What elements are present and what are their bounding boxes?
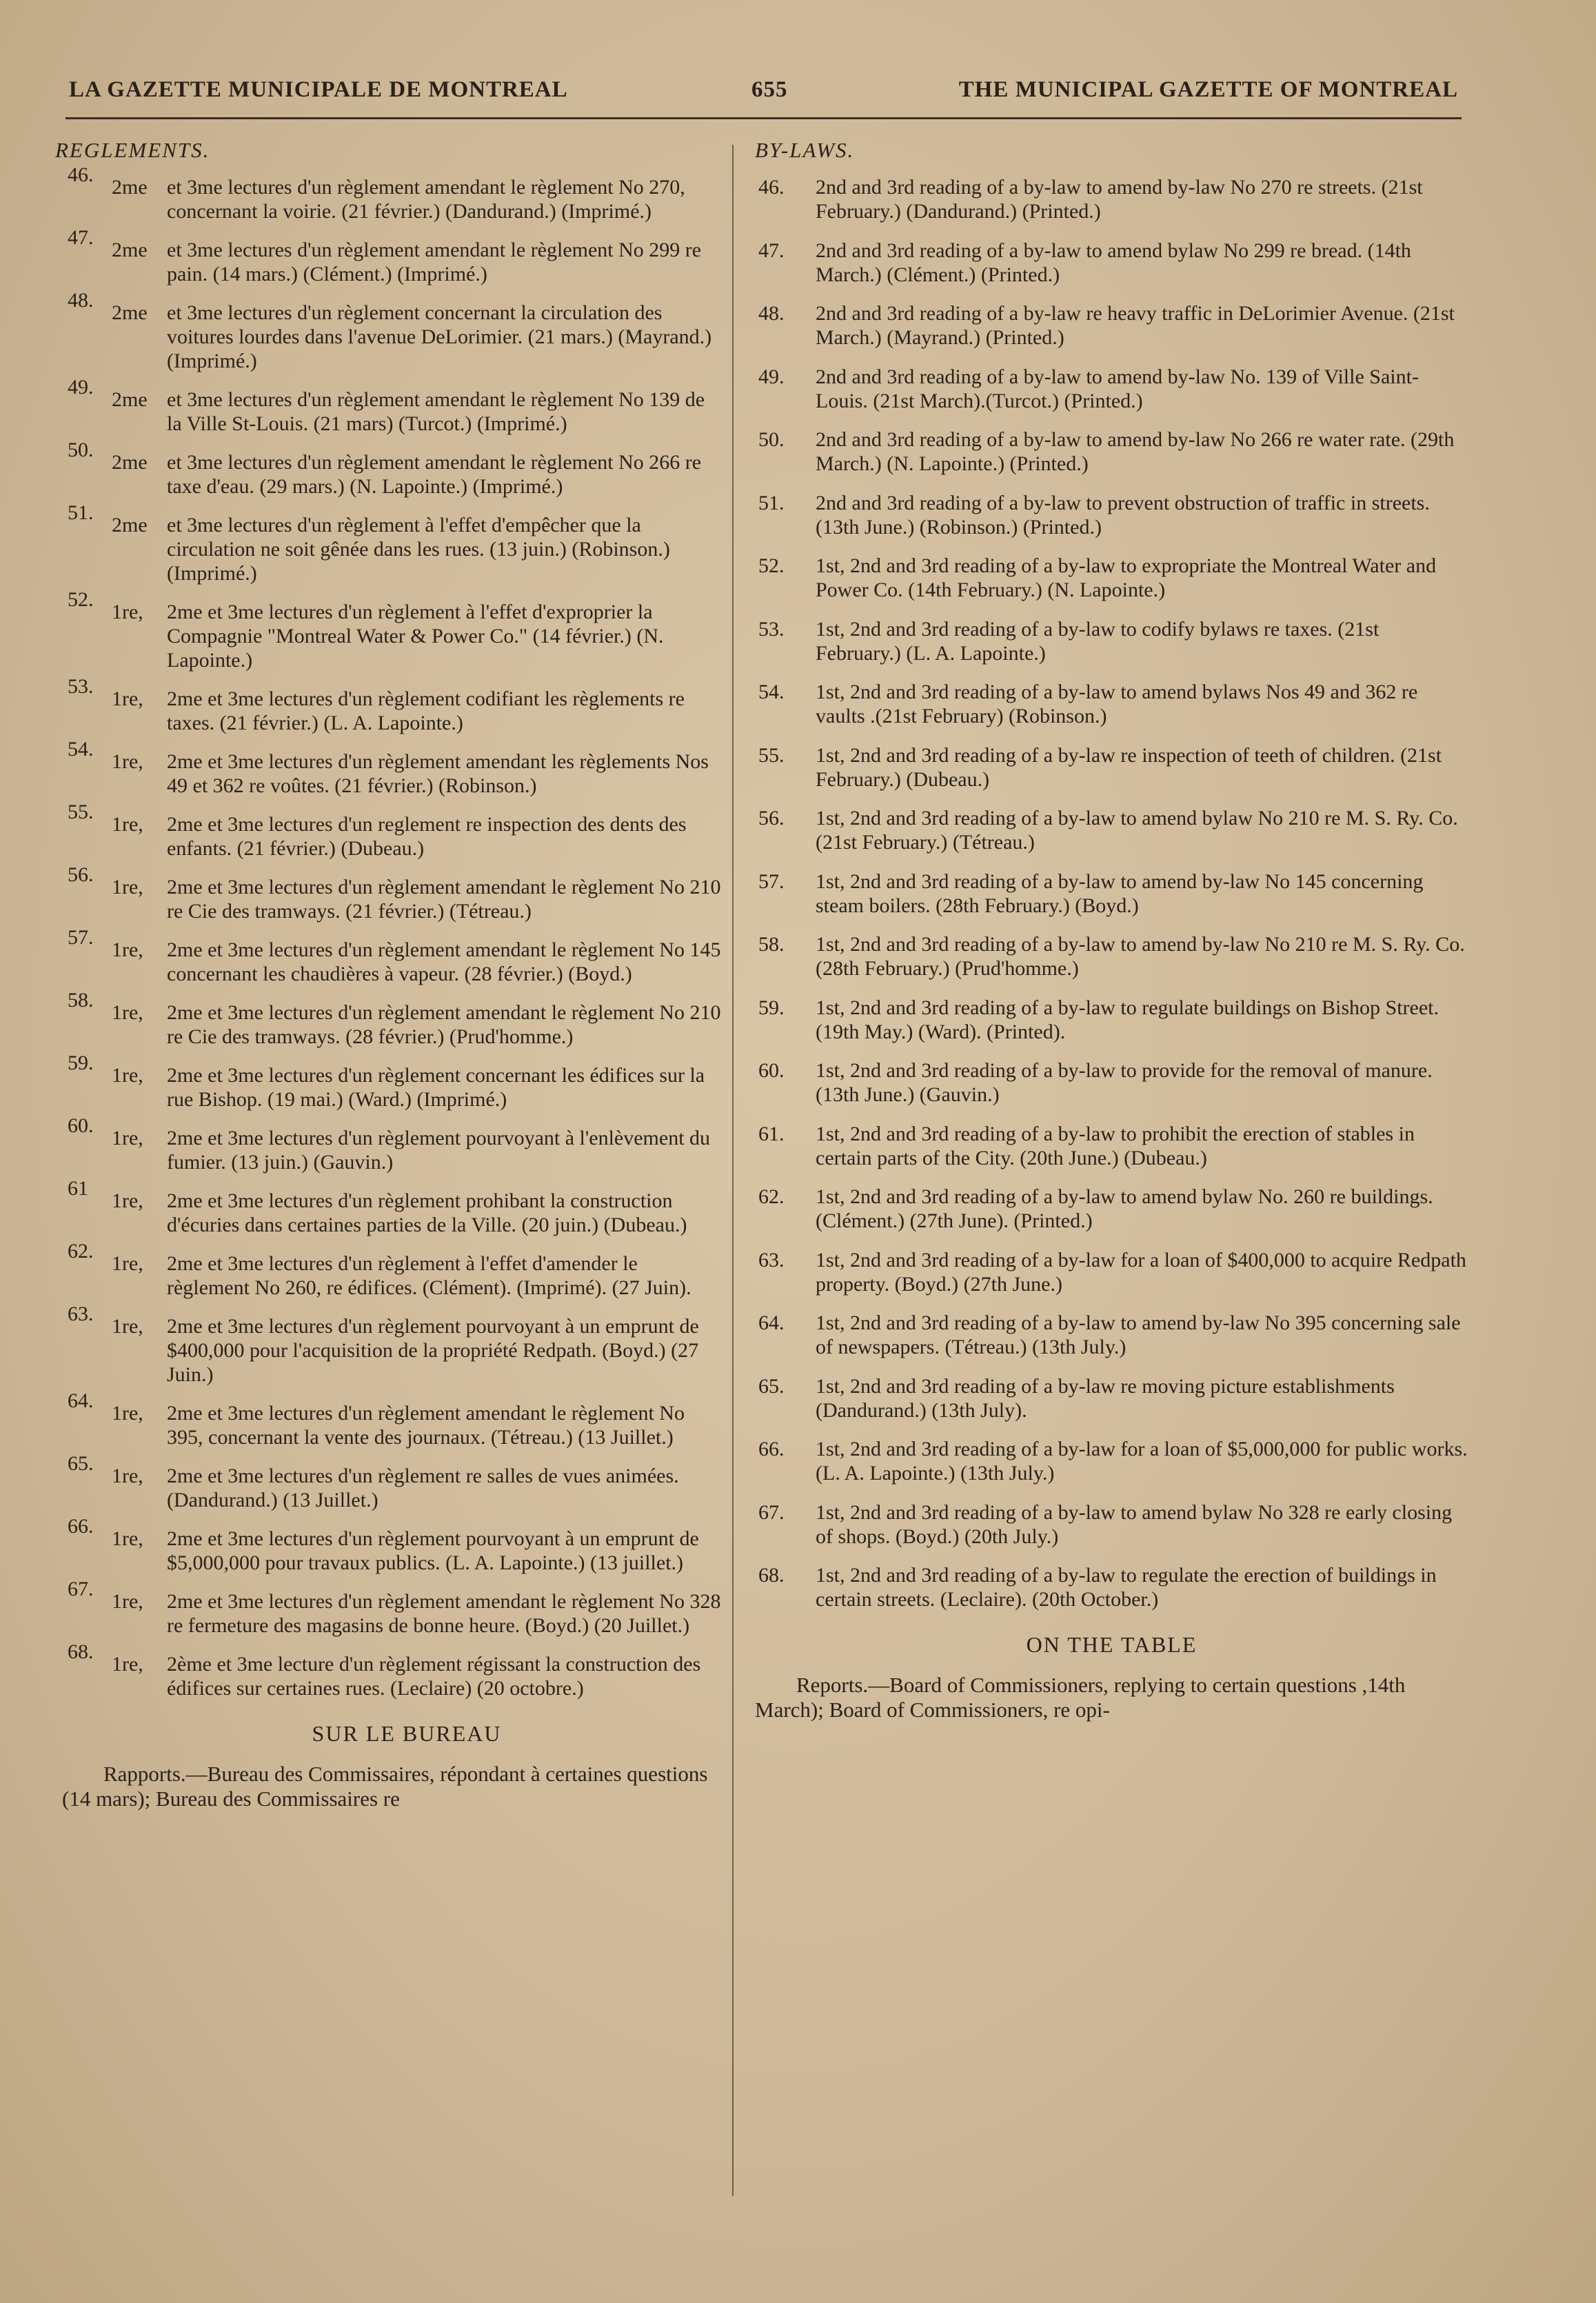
item-number: 58. xyxy=(758,933,785,956)
item-text: 2nd and 3rd reading of a by-law to prevent obstruction of traffic in streets. (13th June.) (Robinson.) (Printed.) xyxy=(816,491,1430,539)
list-item xyxy=(48,501,724,585)
item-text: 1st, 2nd and 3rd reading of a by-law to amend bylaw No. 260 re buildings. (Clément.) (27th June). (Printed.) xyxy=(816,1185,1433,1232)
item-number: 50. xyxy=(68,439,94,461)
item-number: 55. xyxy=(68,801,94,823)
list-item xyxy=(48,1303,724,1387)
list-item xyxy=(755,491,1468,539)
item-number: 67. xyxy=(68,1578,94,1600)
item-text: 1st, 2nd and 3rd reading of a by-law to regulate buildings on Bishop Street. (19th May.) (Ward). (Printed). xyxy=(816,996,1439,1043)
column-divider xyxy=(732,145,734,2196)
french-section-title: REGLEMENTS. xyxy=(55,138,210,162)
item-number: 51. xyxy=(758,491,785,514)
list-item xyxy=(48,1177,724,1237)
list-item xyxy=(755,743,1468,792)
item-text: 1st, 2nd and 3rd reading of a by-law to amend by-law No 145 concerning steam boilers. (28th February.) (Boyd.) xyxy=(816,869,1424,917)
list-item xyxy=(48,1452,724,1512)
item-reading-prefix: 1re, xyxy=(112,1001,143,1024)
item-text: 2me et 3me lectures d'un règlement à l'effet d'amender le règlement No 260, re édifices. (Clément). (Imprimé). (27 Juin). xyxy=(167,1252,691,1299)
item-number: 60. xyxy=(758,1059,785,1082)
list-item xyxy=(48,1578,724,1638)
item-text: 2me et 3me lectures d'un reglement re inspection des dents des enfants. (21 février.) (Dubeau.) xyxy=(167,813,687,860)
item-number: 56. xyxy=(68,863,94,886)
item-number: 62. xyxy=(68,1240,94,1263)
item-reading-prefix: 2me xyxy=(112,388,148,411)
item-number: 61 xyxy=(68,1177,88,1200)
item-number: 63. xyxy=(758,1248,785,1271)
item-number: 67. xyxy=(758,1500,785,1524)
item-text: et 3me lectures d'un règlement à l'effet d'empêcher que la circulation ne soit gênée dans les rues. (13 juin.) (Robinson.) (Imprimé.) xyxy=(167,514,670,585)
list-item xyxy=(48,439,724,499)
english-bylaw-list xyxy=(755,175,1468,1611)
list-item xyxy=(48,675,724,735)
item-text: 2nd and 3rd reading of a by-law re heavy traffic in DeLorimier Avenue. (21st March.) (Mayrand.) (Printed.) xyxy=(816,302,1455,349)
french-column xyxy=(48,138,724,1811)
list-item xyxy=(48,863,724,923)
item-text: 2me et 3me lectures d'un règlement codifiant les règlements re taxes. (21 février.) (L. A. Lapointe.) xyxy=(167,687,685,734)
item-reading-prefix: 2me xyxy=(112,301,148,324)
list-item xyxy=(48,1389,724,1449)
item-number: 62. xyxy=(758,1185,785,1208)
item-text: 2me et 3me lectures d'un règlement re salles de vues animées. (Dandurand.) (13 Juillet.) xyxy=(167,1465,679,1511)
list-item xyxy=(755,1374,1468,1422)
item-text: 1st, 2nd and 3rd reading of a by-law to amend by-law No 395 concerning sale of newspapers. (Tétreau.) (13th July.) xyxy=(816,1311,1461,1358)
list-item xyxy=(48,989,724,1049)
item-number: 50. xyxy=(758,428,785,451)
item-text: 2me et 3me lectures d'un règlement amendant les règlements Nos 49 et 362 re voûtes. (21 février.) (Robinson.) xyxy=(167,750,709,797)
french-subhead: SUR LE BUREAU xyxy=(312,1721,502,1746)
item-reading-prefix: 1re, xyxy=(112,1653,143,1676)
item-reading-prefix: 1re, xyxy=(112,1189,143,1212)
list-item xyxy=(755,239,1468,287)
item-number: 52. xyxy=(758,554,785,577)
item-reading-prefix: 1re, xyxy=(112,876,143,898)
list-item xyxy=(48,1240,724,1300)
item-number: 63. xyxy=(68,1303,94,1325)
list-item xyxy=(755,1185,1468,1233)
item-text: 2me et 3me lectures d'un règlement concernant les édifices sur la rue Bishop. (19 mai.) (Ward.) (Imprimé.) xyxy=(167,1064,705,1111)
list-item xyxy=(755,1437,1468,1485)
item-text: et 3me lectures d'un règlement amendant le règlement No 270, concernant la voirie. (21 février.) (Dandurand.) (Imprimé.) xyxy=(167,176,685,223)
list-item xyxy=(755,428,1468,476)
list-item xyxy=(755,1122,1468,1170)
list-item xyxy=(755,680,1468,728)
item-reading-prefix: 1re, xyxy=(112,1590,143,1613)
item-number: 54. xyxy=(68,738,94,761)
list-item xyxy=(755,1058,1468,1107)
item-text: 2nd and 3rd reading of a by-law to amend by-law No 266 re water rate. (29th March.) (N. Lapointe.) (Printed.) xyxy=(816,428,1455,475)
english-subhead: ON THE TABLE xyxy=(1026,1632,1198,1657)
item-number: 49. xyxy=(68,376,94,399)
item-number: 52. xyxy=(68,588,94,611)
list-item xyxy=(755,996,1468,1044)
item-text: 2me et 3me lectures d'un règlement amendant le règlement No 328 re fermeture des magasins de bonne heure. (Boyd.) (20 Juillet.) xyxy=(167,1590,721,1637)
french-reports-paragraph: Rapports.—Bureau des Commissaires, répondant à certaines questions (14 mars); Bureau des Commissaires re xyxy=(62,1762,708,1811)
item-text: 1st, 2nd and 3rd reading of a by-law for a loan of $5,000,000 for public works. (L. A. Lapointe.) (13th July.) xyxy=(816,1438,1468,1485)
item-reading-prefix: 1re, xyxy=(112,601,143,623)
item-text: 2nd and 3rd reading of a by-law to amend by-law No. 139 of Ville Saint-Louis. (21st March).(Turcot.) (Printed.) xyxy=(816,365,1419,412)
item-reading-prefix: 1re, xyxy=(112,1402,143,1425)
list-item xyxy=(48,1640,724,1700)
item-text: 2me et 3me lectures d'un règlement à l'effet d'exproprier la Compagnie "Montreal Water & Power Co." (14 février.) (N. Lapointe.) xyxy=(167,601,664,672)
item-number: 49. xyxy=(758,365,785,388)
item-number: 61. xyxy=(758,1122,785,1145)
item-text: 1st, 2nd and 3rd reading of a by-law to prohibit the erection of stables in certain parts of the City. (20th June.) (Dubeau.) xyxy=(816,1122,1415,1169)
page-header xyxy=(69,74,1458,116)
item-number: 58. xyxy=(68,989,94,1012)
item-number: 51. xyxy=(68,501,94,524)
item-text: 1st, 2nd and 3rd reading of a by-law to amend bylaws Nos 49 and 362 re vaults .(21st February) (Robinson.) xyxy=(816,681,1418,727)
item-reading-prefix: 2me xyxy=(112,514,148,536)
item-text: 2me et 3me lectures d'un règlement prohibant la construction d'écuries dans certaines parties de la Ville. (20 juin.) (Dubeau.) xyxy=(167,1189,687,1236)
list-item xyxy=(48,1114,724,1174)
item-number: 68. xyxy=(758,1564,785,1587)
item-text: 2me et 3me lectures d'un règlement amendant le règlement No 145 concernant les chaudières à vapeur. (28 février.) (Boyd.) xyxy=(167,938,721,985)
header-rule xyxy=(65,117,1462,119)
item-number: 56. xyxy=(758,807,785,829)
item-reading-prefix: 1re, xyxy=(112,1252,143,1275)
item-number: 46. xyxy=(68,163,94,186)
item-reading-prefix: 2me xyxy=(112,176,148,199)
item-text: 1st, 2nd and 3rd reading of a by-law to provide for the removal of manure. (13th June.) (Gauvin.) xyxy=(816,1059,1433,1106)
item-reading-prefix: 1re, xyxy=(112,938,143,961)
item-reading-prefix: 1re, xyxy=(112,1465,143,1487)
item-text: 1st, 2nd and 3rd reading of a by-law to expropriate the Montreal Water and Power Co. (14th February.) (N. Lapointe.) xyxy=(816,554,1437,601)
item-number: 68. xyxy=(68,1640,94,1663)
item-text: 2me et 3me lectures d'un règlement amendant le règlement No 210 re Cie des tramways. (21 février.) (Tétreau.) xyxy=(167,876,721,923)
item-number: 48. xyxy=(68,289,94,312)
item-text: 1st, 2nd and 3rd reading of a by-law for a loan of $400,000 to acquire Redpath property. (Boyd.) (27th June.) xyxy=(816,1248,1466,1296)
item-text: 2me et 3me lectures d'un règlement pourvoyant à l'enlèvement du fumier. (13 juin.) (Gauvin.) xyxy=(167,1127,711,1174)
item-number: 57. xyxy=(758,869,785,893)
list-item xyxy=(48,588,724,672)
item-number: 48. xyxy=(758,302,785,325)
item-text: 2me et 3me lectures d'un règlement pourvoyant à un emprunt de $400,000 pour l'acquisition de la propriété Redpath. (Boyd.) (27 Juin.) xyxy=(167,1315,699,1386)
item-reading-prefix: 1re, xyxy=(112,813,143,836)
list-item xyxy=(755,1248,1468,1296)
item-number: 47. xyxy=(758,239,785,262)
item-number: 46. xyxy=(758,176,785,199)
item-text: et 3me lectures d'un règlement concernant la circulation des voitures lourdes dans l'avenue DeLorimier. (21 mars.) (Mayrand.) (Imprimé.) xyxy=(167,301,712,372)
list-item xyxy=(755,1311,1468,1359)
item-number: 60. xyxy=(68,1114,94,1137)
item-reading-prefix: 1re, xyxy=(112,687,143,710)
item-text: 1st, 2nd and 3rd reading of a by-law to regulate the erection of buildings in certain streets. (Leclaire). (20th October.) xyxy=(816,1564,1437,1611)
list-item xyxy=(48,226,724,286)
item-number: 59. xyxy=(68,1052,94,1074)
item-text: et 3me lectures d'un règlement amendant le règlement No 266 re taxe d'eau. (29 mars.) (N. Lapointe.) (Imprimé.) xyxy=(167,451,702,498)
item-reading-prefix: 2me xyxy=(112,239,148,261)
item-text: 1st, 2nd and 3rd reading of a by-law to amend bylaw No 328 re early closing of shops. (Boyd.) (20th July.) xyxy=(816,1500,1453,1548)
item-reading-prefix: 1re, xyxy=(112,1127,143,1149)
list-item xyxy=(755,806,1468,854)
english-section-title: BY-LAWS. xyxy=(755,138,855,162)
item-text: et 3me lectures d'un règlement amendant le règlement No 299 re pain. (14 mars.) (Clément.) (Imprimé.) xyxy=(167,239,702,285)
item-reading-prefix: 1re, xyxy=(112,1527,143,1550)
item-text: 1st, 2nd and 3rd reading of a by-law re inspection of teeth of children. (21st February.) (Dubeau.) xyxy=(816,743,1442,791)
item-number: 47. xyxy=(68,226,94,249)
item-number: 59. xyxy=(758,996,785,1019)
item-number: 64. xyxy=(758,1311,785,1334)
item-text: et 3me lectures d'un règlement amendant le règlement No 139 de la Ville St-Louis. (21 mars) (Turcot.) (Imprimé.) xyxy=(167,388,705,435)
item-number: 66. xyxy=(758,1438,785,1460)
item-text: 2nd and 3rd reading of a by-law to amend by-law No 270 re streets. (21st February.) (Dandurand.) (Printed.) xyxy=(816,176,1423,223)
list-item xyxy=(48,1515,724,1575)
list-item xyxy=(48,738,724,798)
header-french-title: LA GAZETTE MUNICIPALE DE MONTREAL xyxy=(69,77,568,102)
header-english-title: THE MUNICIPAL GAZETTE OF MONTREAL xyxy=(958,77,1458,102)
item-text: 2me et 3me lectures d'un règlement amendant le règlement No 210 re Cie des tramways. (28 février.) (Prud'homme.) xyxy=(167,1001,721,1048)
item-number: 66. xyxy=(68,1515,94,1538)
list-item xyxy=(755,1500,1468,1549)
item-number: 57. xyxy=(68,926,94,949)
item-text: 1st, 2nd and 3rd reading of a by-law re moving picture establishments (Dandurand.) (13th July). xyxy=(816,1374,1395,1422)
item-number: 54. xyxy=(758,681,785,703)
item-reading-prefix: 1re, xyxy=(112,750,143,773)
item-text: 2nd and 3rd reading of a by-law to amend bylaw No 299 re bread. (14th March.) (Clément.) (Printed.) xyxy=(816,239,1411,286)
list-item xyxy=(755,617,1468,665)
item-reading-prefix: 1re, xyxy=(112,1064,143,1087)
item-number: 55. xyxy=(758,743,785,767)
item-number: 64. xyxy=(68,1389,94,1412)
list-item xyxy=(755,175,1468,223)
list-item xyxy=(755,365,1468,413)
list-item xyxy=(48,376,724,436)
french-bylaw-list xyxy=(48,163,724,1700)
item-text: 1st, 2nd and 3rd reading of a by-law to amend by-law No 210 re M. S. Ry. Co. (28th February.) (Prud'homme.) xyxy=(816,933,1465,980)
english-column xyxy=(755,138,1468,1722)
list-item xyxy=(755,301,1468,350)
list-item xyxy=(755,1563,1468,1611)
item-text: 2ème et 3me lecture d'un règlement régissant la construction des édifices sur certaines rues. (Leclaire) (20 octobre.) xyxy=(167,1653,701,1700)
item-reading-prefix: 2me xyxy=(112,451,148,474)
list-item xyxy=(48,163,724,223)
list-item xyxy=(755,932,1468,980)
item-text: 1st, 2nd and 3rd reading of a by-law to codify bylaws re taxes. (21st February.) (L. A. Lapointe.) xyxy=(816,617,1380,665)
item-text: 2me et 3me lectures d'un règlement pourvoyant à un emprunt de $5,000,000 pour travaux publics. (L. A. Lapointe.) (13 juillet.) xyxy=(167,1527,699,1574)
item-text: 2me et 3me lectures d'un règlement amendant le règlement No 395, concernant la vente des journaux. (Tétreau.) (13 Juillet.) xyxy=(167,1402,685,1449)
item-number: 65. xyxy=(758,1374,785,1398)
list-item xyxy=(48,926,724,986)
item-number: 53. xyxy=(68,675,94,698)
item-number: 53. xyxy=(758,617,785,641)
list-item xyxy=(755,554,1468,602)
item-text: 1st, 2nd and 3rd reading of a by-law to amend bylaw No 210 re M. S. Ry. Co. (21st February.) (Tétreau.) xyxy=(816,807,1458,854)
item-number: 65. xyxy=(68,1452,94,1475)
item-reading-prefix: 1re, xyxy=(112,1315,143,1338)
list-item xyxy=(48,1052,724,1112)
list-item xyxy=(48,801,724,861)
english-reports-paragraph: Reports.—Board of Commissioners, replying to certain questions ,14th March); Board of Commissioners, re opi- xyxy=(755,1673,1406,1722)
list-item xyxy=(755,869,1468,918)
page-number: 655 xyxy=(751,77,788,102)
list-item xyxy=(48,289,724,373)
